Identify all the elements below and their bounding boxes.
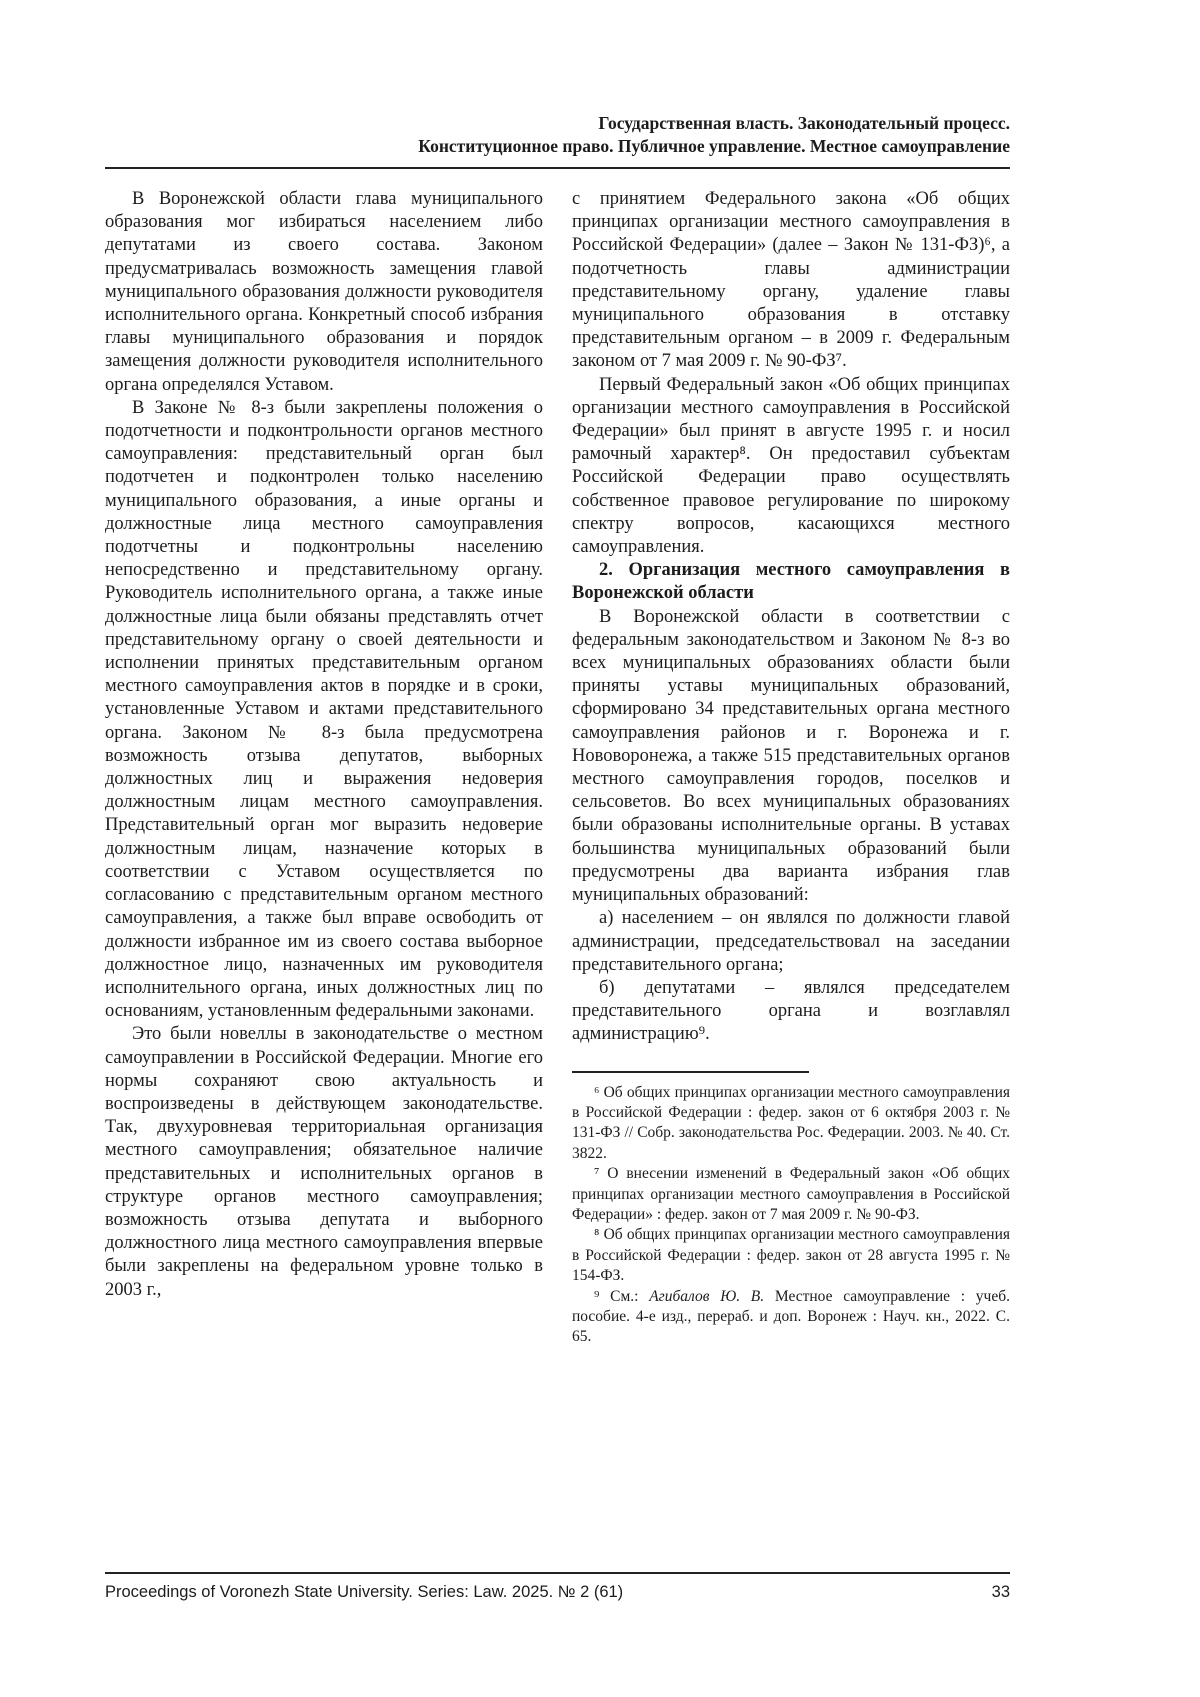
page-number: 33 [991, 1583, 1010, 1601]
journal-citation: Proceedings of Voronezh State University. Series: Law. 2025. № 2 (61) [105, 1583, 624, 1601]
header-divider [105, 167, 1010, 169]
footnote-7: ⁷ О внесении изменений в Федеральный закон «Об общих принципах организации местного самоуправления в Российской Федерации» : федер. закон от 7 мая 2009 г. № 90-ФЗ. [572, 1165, 1010, 1223]
list-item-a: а) населением – он являлся по должности главой администрации, председательствовал на заседании представительного органа; [572, 908, 1010, 975]
footer-divider [105, 1572, 1010, 1574]
page-footer [105, 1572, 1010, 1603]
list-item-b: б) депутатами – являлся председателем представительного органа и возглавлял администрацию⁹. [572, 977, 1010, 1045]
footnote-author-italic: Агибалов Ю. В. [649, 1287, 765, 1305]
footnote-8: ⁸ Об общих принципах организации местного самоуправления в Российской Федерации : федер. закон от 28 августа 1995 г. № 154-ФЗ. [572, 1226, 1010, 1285]
running-head-line-1: Государственная власть. Законодательный процесс. [598, 113, 1010, 133]
footnote-9 [572, 1287, 1010, 1348]
paragraph: В Воронежской области глава муниципального образования мог избираться населением либо депутатами из своего состава. Законом предусматривалась возможность замещения главой муниципального образования должности руководителя исполнительного органа. Конкретный способ избрания главы муниципального образования и порядок замещения должности руководителя исполнительного органа определялся Уставом. [105, 189, 543, 395]
paragraph: Первый Федеральный закон «Об общих принципах организации местного самоуправления в Российской Федерации» был принят в августе 1995 г. и носил рамочный характер⁸. Он предоставил субъектам Российской Федерации право осуществлять собственное правовое регулирование по широкому спектру вопросов, касающихся местного самоуправления. [572, 374, 1010, 558]
section-heading: 2. Организация местного самоуправления в Воронежской области [572, 560, 1010, 604]
footnotes-block [572, 1047, 1010, 1348]
paragraph: Это были новеллы в законодательстве о местном самоуправлении в Российской Федерации. Многие его нормы сохраняют свою актуальность и воспроизведены в действующем законодательстве. Так, двухуровневая территориальная организация местного самоуправления; обязательное наличие представительных и исполнительных органов в структуре органов местного самоуправления; возможность отзыва депутата и выборного должностного лица местного самоуправления впервые были закреплены на федеральном уровне только в 2003 г., [105, 1024, 543, 1300]
footnote-6: ⁶ Об общих принципах организации местного самоуправления в Российской Федерации : федер. закон от 6 октября 2003 г. № 131-ФЗ // Собр. законодательства Рос. Федерации. 2003. № 40. Ст. 3822. [572, 1083, 1010, 1162]
running-head [105, 112, 1010, 158]
right-column [572, 188, 1010, 1348]
footer-line [105, 1582, 1010, 1603]
paragraph: В Воронежской области в соответствии с федеральным законодательством и Законом № 8-з во всех муниципальных образованиях области были приняты уставы муниципальных образований, сформировано 34 представительных органа местного самоуправления районов и г. Воронежа и г. Нововоронежа, а также 515 представительных органов местного самоуправления городов, поселков и сельсоветов. Во всех муниципальных образованиях были образованы исполнительные органы. В уставах большинства муниципальных образований были предусмотрены два варианта избрания глав муниципальных образований: [572, 606, 1010, 906]
running-head-line-2: Конституционное право. Публичное управление. Местное самоуправление [418, 136, 1010, 156]
paragraph: В Законе № 8-з были закреплены положения о подотчетности и подконтрольности органов местного самоуправления: представительный орган был подотчетен и подконтролен только населению муниципального образования, а иные органы и должностные лица местного самоуправления подотчетны и подконтрольны населению непосредственно и представительному органу. Руководитель исполнительного органа, а также иные должностные лица были обязаны представлять отчет представительному органу о своей деятельности и исполнении принятых представительным органом местного самоуправления актов в порядке и в сроки, установленные Уставом и актами представительного органа. Законом № 8-з была предусмотрена возможность отзыва депутатов, выборных должностных лиц и выражения недоверия должностным лицам местного самоуправления. Представительный орган мог выразить недоверие должностным лицам, назначение которых в соответствии с Уставом осуществляется по согласованию с представительным органом местного самоуправления, а также был вправе освободить от должности избранное им из своего состава выборное должностное лицо, назначенных им руководителя исполнительного органа, иных должностных лиц по основаниям, установленным федеральными законами. [105, 397, 543, 1022]
footnote-9-text: Местное самоуправление : учеб. пособие. 4-е изд., перераб. и доп. Воронеж : Науч. кн., 2022. С. 65. [572, 1287, 1010, 1346]
paragraph-continuation: с принятием Федерального закона «Об общих принципах организации местного самоуправления в Российской Федерации» (далее – Закон № 131-ФЗ)⁶, а подотчетность главы администрации представительному органу, удаление главы муниципального образования в отставку представительным органом – в 2009 г. Федеральным законом от 7 мая 2009 г. № 90-ФЗ⁷. [572, 189, 1010, 372]
footnote-divider [572, 1071, 809, 1073]
article-body [105, 188, 1010, 1348]
footnote-9-prefix: ⁹ См.: [594, 1287, 650, 1305]
left-column [105, 188, 543, 1348]
